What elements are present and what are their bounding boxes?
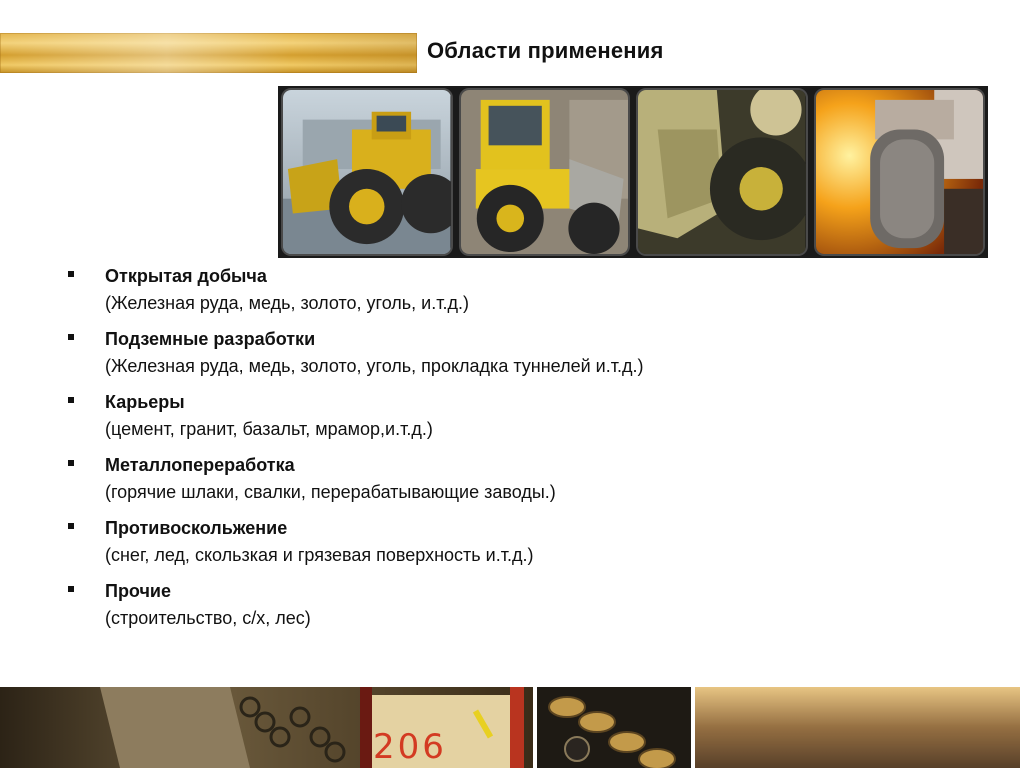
list-item [66,327,966,380]
list-item-title: Подземные разработки [105,329,316,349]
square-bullet-icon [68,397,74,403]
list-item-subtitle: (Железная руда, медь, золото, уголь, и.т.д.) [105,293,469,313]
square-bullet-icon [68,334,74,340]
footer-image-strip [0,687,1024,768]
list-item-title: Карьеры [105,392,185,412]
photo-open-pit-loader [281,88,453,256]
list-item-subtitle: (горячие шлаки, свалки, перерабатывающие заводы.) [105,482,556,502]
list-item [66,390,966,443]
square-bullet-icon [68,523,74,529]
square-bullet-icon [68,271,74,277]
list-item [66,453,966,506]
list-item-title: Открытая добыча [105,266,267,286]
footer-photo-chains [0,687,533,768]
plate-number: 206 [373,727,447,767]
page-title: Области применения [427,38,664,63]
photo-loader-bucket [636,88,808,256]
list-item-subtitle: (цемент, гранит, базальт, мрамор,и.т.д.) [105,419,433,439]
list-item-title: Металлопереработка [105,455,295,475]
footer-photo-chain-links [537,687,691,768]
application-areas-list [66,264,966,642]
list-item-title: Противоскольжение [105,518,288,538]
list-item [66,264,966,317]
list-item [66,579,966,632]
list-item [66,516,966,569]
gold-header-bar [0,33,417,73]
list-item-subtitle: (строительство, с/х, лес) [105,608,311,628]
square-bullet-icon [68,586,74,592]
photo-strip [278,86,988,258]
photo-hot-slag-tire [814,88,986,256]
list-item-subtitle: (снег, лед, скользкая и грязевая поверхность и.т.д.) [105,545,534,565]
photo-quarry-loader [459,88,631,256]
list-item-subtitle: (Железная руда, медь, золото, уголь, прокладка туннелей и.т.д.) [105,356,644,376]
square-bullet-icon [68,460,74,466]
list-item-title: Прочие [105,581,172,601]
footer-photo-bronze-texture [695,687,1020,768]
